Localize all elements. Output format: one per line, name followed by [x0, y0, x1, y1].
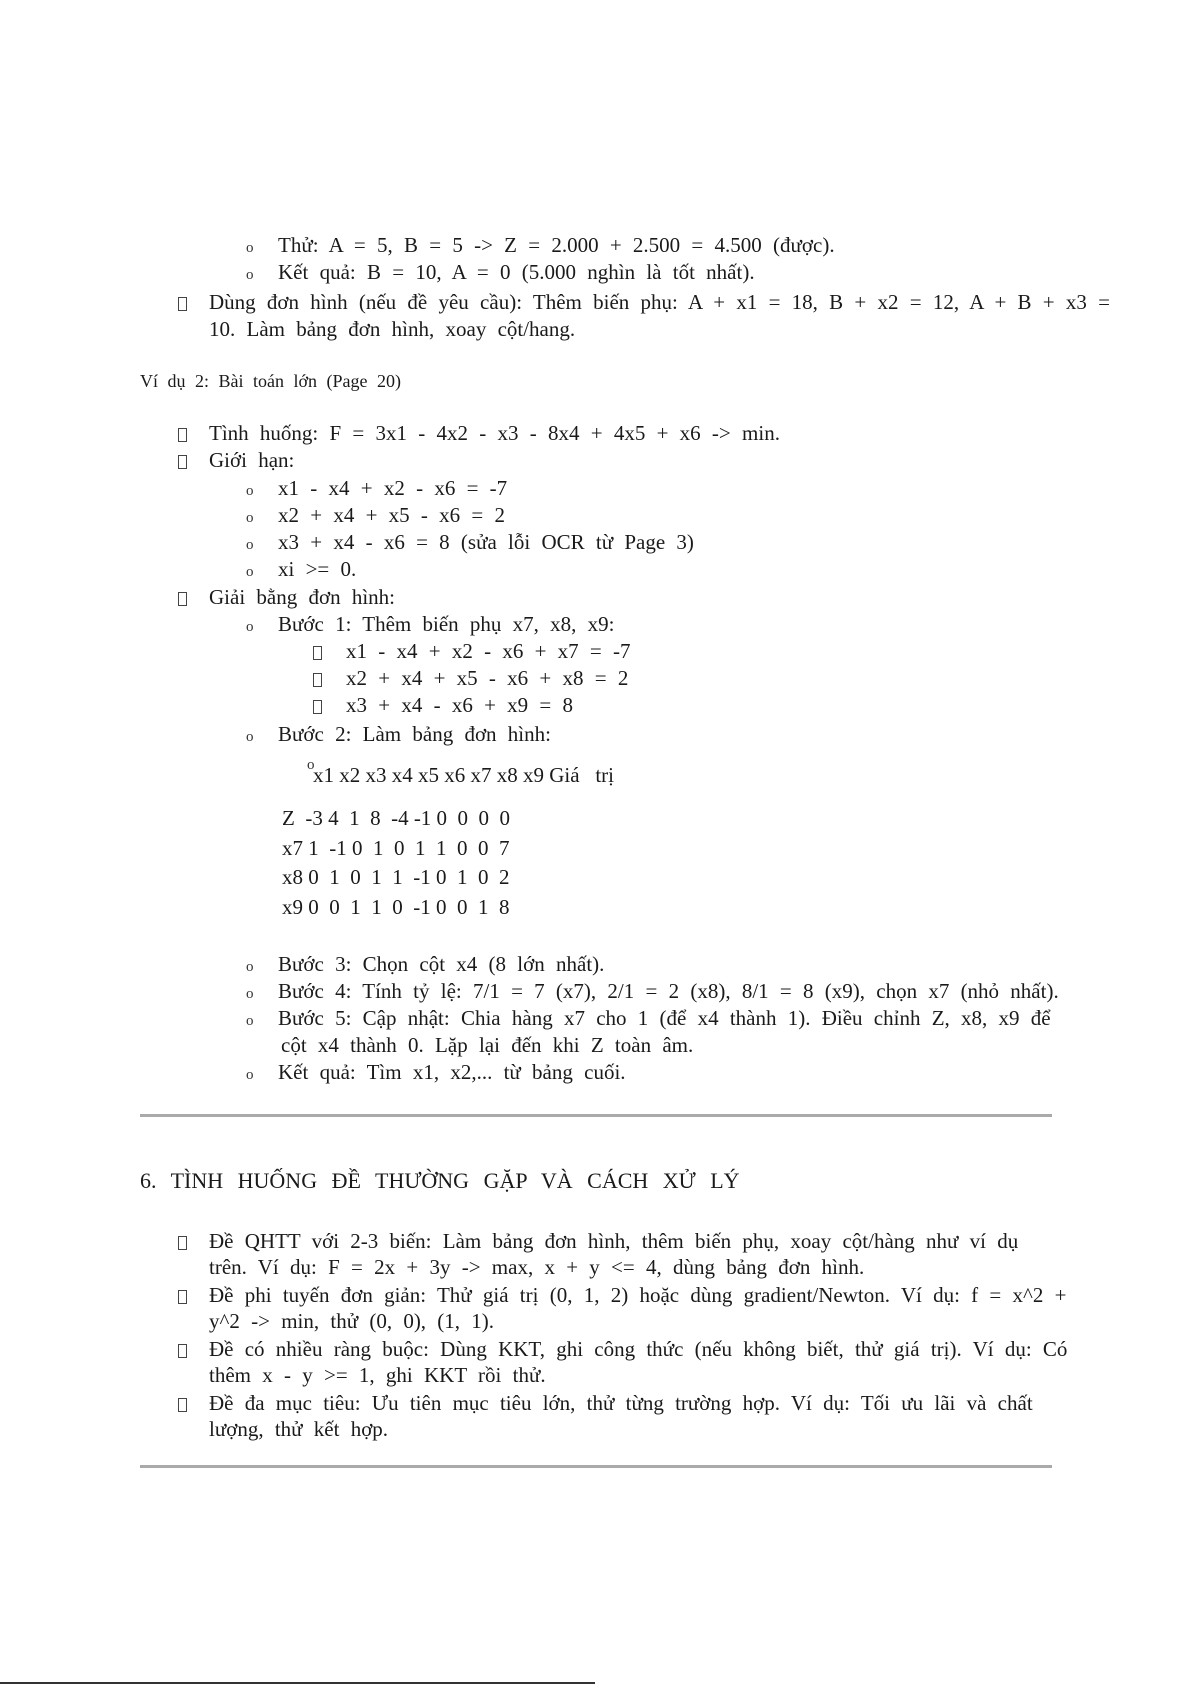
bullet-o-icon: o — [246, 1013, 254, 1029]
bullet-square-icon — [178, 1236, 187, 1250]
bullet-o-icon: o — [246, 959, 254, 975]
bullet-o-icon: o — [246, 564, 254, 580]
bullet-o-icon: o — [246, 240, 254, 256]
step1-eq-2: x2 + x4 + x5 - x6 + x8 = 2 — [346, 666, 629, 690]
bullet-o-icon: o — [246, 729, 254, 745]
solve-label: Giải bằng đơn hình: — [209, 585, 395, 609]
list-item-line: lượng, thử kết hợp. — [209, 1417, 389, 1441]
table-row: x9 0 0 1 1 0 -1 0 0 1 8 — [282, 895, 510, 919]
list-item-line: Đề có nhiều ràng buộc: Dùng KKT, ghi công thức (nếu không biết, thử giá trị). Ví dụ: Có — [209, 1337, 1068, 1361]
bullet-square-icon — [313, 646, 322, 660]
step1-eq-1: x1 - x4 + x2 - x6 + x7 = -7 — [346, 639, 631, 663]
simplex-line-1: Dùng đơn hình (nếu đề yêu cầu): Thêm biến phụ: A + x1 = 18, B + x2 = 12, A + B + x3 = — [209, 290, 1110, 314]
constraint-4: xi >= 0. — [278, 557, 357, 581]
bullet-o-icon: o — [246, 510, 254, 526]
constraint-2: x2 + x4 + x5 - x6 = 2 — [278, 503, 506, 527]
footnote-rule — [0, 1682, 595, 1684]
bullet-o-icon: o — [246, 986, 254, 1002]
list-item-line: thêm x - y >= 1, ghi KKT rồi thử. — [209, 1363, 546, 1387]
example2-result: Kết quả: Tìm x1, x2,... từ bảng cuối. — [278, 1060, 626, 1084]
list-item-line: Đề QHTT với 2-3 biến: Làm bảng đơn hình, thêm biến phụ, xoay cột/hàng như ví dụ — [209, 1229, 1019, 1253]
bullet-square-icon — [178, 297, 187, 311]
step-4: Bước 4: Tính tỷ lệ: 7/1 = 7 (x7), 2/1 = 2 (x8), 8/1 = 8 (x9), chọn x7 (nhỏ nhất). — [278, 979, 1059, 1003]
bullet-square-icon — [313, 700, 322, 714]
simplex-line-2: 10. Làm bảng đơn hình, xoay cột/hang. — [209, 317, 576, 341]
list-item-line: trên. Ví dụ: F = 2x + 3y -> max, x + y <= 4, dùng bảng đơn hình. — [209, 1255, 865, 1279]
bullet-square-icon — [178, 1398, 187, 1412]
bullet-square-icon — [178, 428, 187, 442]
step-2: Bước 2: Làm bảng đơn hình: — [278, 722, 551, 746]
try-line: Thử: A = 5, B = 5 -> Z = 2.000 + 2.500 = 4.500 (được). — [278, 233, 835, 257]
section6-heading: 6. TÌNH HUỐNG ĐỀ THƯỜNG GẶP VÀ CÁCH XỬ LÝ — [140, 1168, 740, 1193]
bullet-square-icon — [178, 455, 187, 469]
step-5-line-2: cột x4 thành 0. Lặp lại đến khi Z toàn âm. — [281, 1033, 694, 1057]
table-marker: o — [307, 757, 315, 773]
step-1: Bước 1: Thêm biến phụ x7, x8, x9: — [278, 612, 615, 636]
bullet-o-icon: o — [246, 619, 254, 635]
bullet-o-icon: o — [246, 483, 254, 499]
constraint-1: x1 - x4 + x2 - x6 = -7 — [278, 476, 508, 500]
step-5-line-1: Bước 5: Cập nhật: Chia hàng x7 cho 1 (để x4 thành 1). Điều chỉnh Z, x8, x9 để — [278, 1006, 1051, 1030]
horizontal-rule — [140, 1465, 1052, 1468]
bullet-square-icon — [178, 1290, 187, 1304]
table-row: Z -3 4 1 8 -4 -1 0 0 0 0 — [282, 806, 511, 830]
list-item-line: y^2 -> min, thử (0, 0), (1, 1). — [209, 1309, 495, 1333]
bullet-square-icon — [313, 673, 322, 687]
bullet-square-icon — [178, 592, 187, 606]
list-item-line: Đề phi tuyến đơn giản: Thử giá trị (0, 1, 2) hoặc dùng gradient/Newton. Ví dụ: f = x^2 + — [209, 1283, 1067, 1307]
result-line: Kết quả: B = 10, A = 0 (5.000 nghìn là tốt nhất). — [278, 260, 755, 284]
bullet-square-icon — [178, 1344, 187, 1358]
table-row: x8 0 1 0 1 1 -1 0 1 0 2 — [282, 865, 510, 889]
step1-eq-3: x3 + x4 - x6 + x9 = 8 — [346, 693, 574, 717]
situation-line: Tình huống: F = 3x1 - 4x2 - x3 - 8x4 + 4x5 + x6 -> min. — [209, 421, 780, 445]
step-3: Bước 3: Chọn cột x4 (8 lớn nhất). — [278, 952, 605, 976]
horizontal-rule — [140, 1114, 1052, 1117]
constraint-3: x3 + x4 - x6 = 8 (sửa lỗi OCR từ Page 3) — [278, 530, 694, 554]
table-header: x1 x2 x3 x4 x5 x6 x7 x8 x9 Giá trị — [313, 763, 614, 787]
limits-label: Giới hạn: — [209, 448, 295, 472]
bullet-o-icon: o — [246, 267, 254, 283]
table-row: x7 1 -1 0 1 0 1 1 0 0 7 — [282, 836, 510, 860]
example2-heading: Ví dụ 2: Bài toán lớn (Page 20) — [140, 371, 401, 391]
list-item-line: Đề đa mục tiêu: Ưu tiên mục tiêu lớn, thử từng trường hợp. Ví dụ: Tối ưu lãi và chất — [209, 1391, 1033, 1415]
bullet-o-icon: o — [246, 1067, 254, 1083]
bullet-o-icon: o — [246, 537, 254, 553]
